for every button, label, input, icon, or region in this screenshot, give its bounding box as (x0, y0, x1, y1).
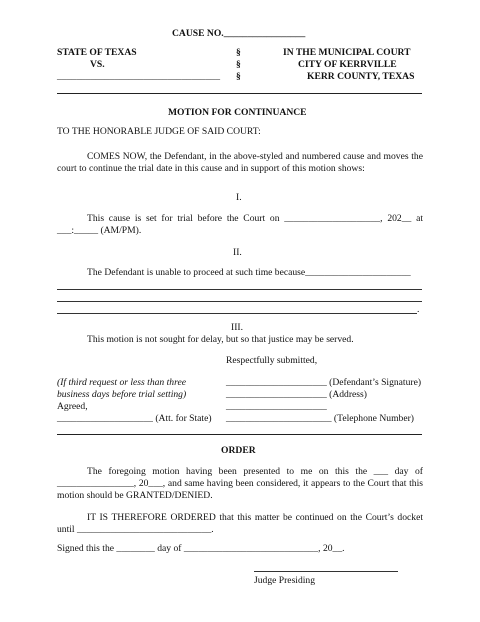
salutation: TO THE HONORABLE JUDGE OF SAID COURT: (57, 126, 261, 137)
header-rule (57, 93, 422, 94)
intro-paragraph: COMES NOW, the Defendant, in the above-styled and numbered cause and moves the court to continue the trial date in this cause and in support of this motion shows: (57, 151, 423, 174)
caption-party-2-line: __________________________________ (57, 71, 221, 82)
telephone-line: ______________________ (Telephone Number) (226, 413, 414, 424)
caption-party-1: STATE OF TEXAS (57, 47, 137, 58)
order-paragraph-1: The foregoing motion having been presented to me on this the ___ day of ________________, 20___, and same having been considered, it appears to the Court that this motion should be GRANTED/DENIED. (57, 466, 423, 501)
section-3-text: This motion is not sought for delay, but so that justice may be served. (87, 334, 354, 345)
section-symbol: § (236, 47, 241, 58)
reason-line (57, 301, 422, 302)
reason-line (57, 313, 417, 314)
judge-presiding-label: Judge Presiding (254, 575, 316, 586)
reason-line-period: . (417, 304, 420, 315)
respectfully-submitted: Respectfully submitted, (226, 355, 318, 366)
section-2-text: The Defendant is unable to proceed at such time because______________________ (87, 267, 411, 278)
address-line: _____________________ (Address) (226, 389, 367, 400)
court-name: IN THE MUNICIPAL COURT (283, 47, 411, 58)
court-city: CITY OF KERRVILLE (298, 59, 397, 70)
order-paragraph-2: IT IS THEREFORE ORDERED that this matter be continued on the Court’s docket until ____________________________. (57, 512, 423, 535)
section-numeral-3: III. (231, 322, 243, 333)
caption-vs: VS. (90, 59, 105, 70)
order-rule (57, 434, 422, 435)
section-symbol: § (236, 59, 241, 70)
cause-number: CAUSE NO._________________ (172, 28, 306, 39)
agreed-label: Agreed, (57, 401, 88, 412)
signed-date-line: Signed this the ________ day of ____________________________, 20__. (57, 543, 345, 554)
state-attorney-signature-line: ____________________ (Att. for State) (57, 413, 212, 424)
court-county: KERR COUNTY, TEXAS (307, 71, 415, 82)
defendant-signature-line: _____________________ (Defendant’s Signature) (226, 377, 422, 388)
motion-title: MOTION FOR CONTINUANCE (168, 107, 307, 118)
section-numeral-2: II. (233, 247, 242, 258)
agreement-note-line-1: (If third request or less than three (57, 377, 186, 388)
section-numeral-1: I. (236, 192, 242, 203)
judge-signature-line (254, 571, 398, 572)
address-line-2: _____________________ (226, 401, 327, 412)
section-1-text: This cause is set for trial before the Court on ____________________, 202__ at ___:_____ (AM/PM). (57, 213, 423, 236)
agreement-note-line-2: business days before trial setting) (57, 389, 187, 400)
section-symbol: § (236, 71, 241, 82)
reason-line (57, 289, 422, 290)
order-title: ORDER (221, 445, 256, 456)
